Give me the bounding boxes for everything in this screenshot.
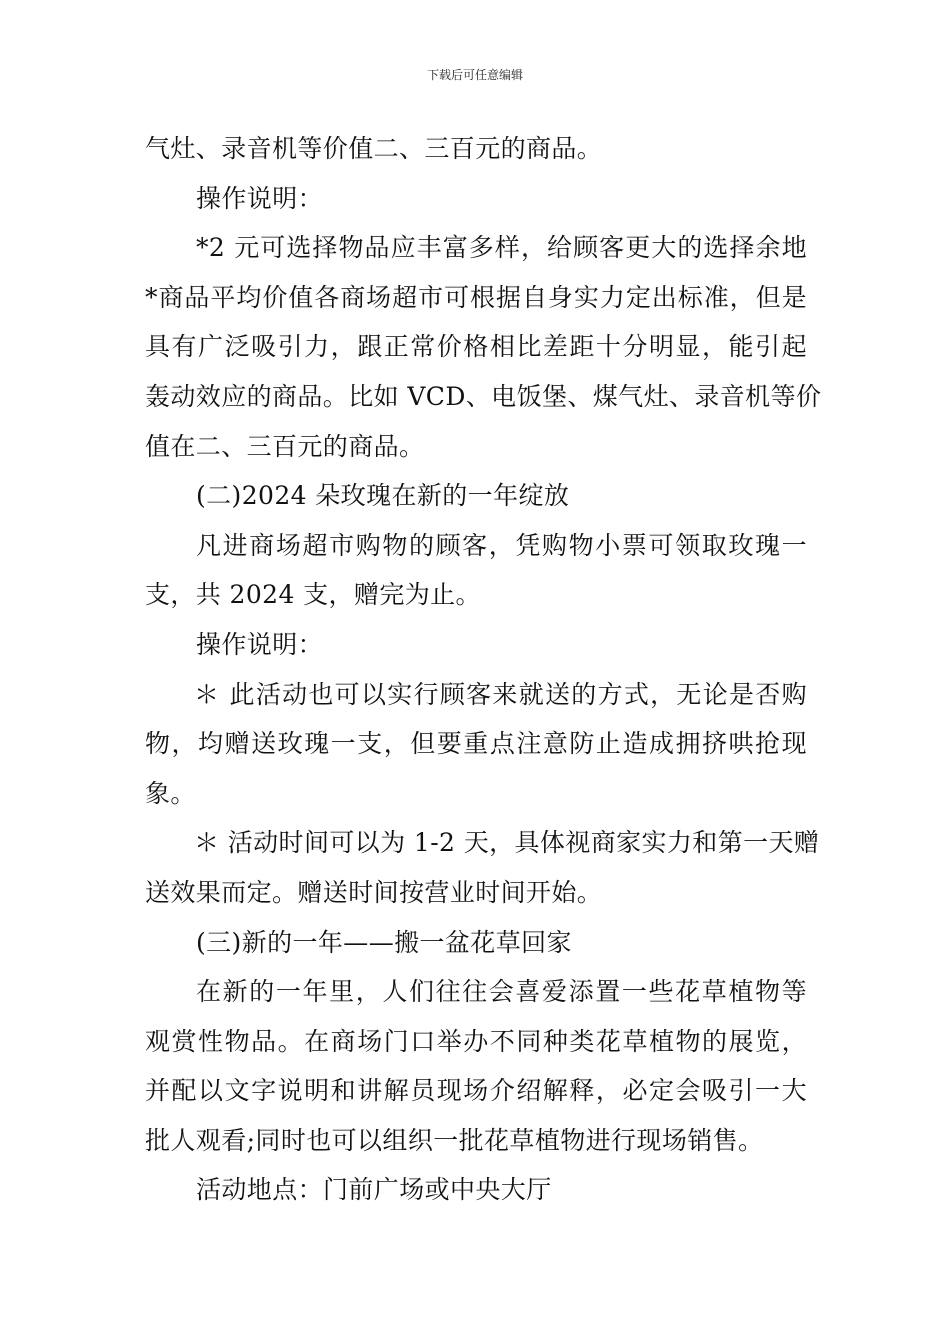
text-line: 凡进商场超市购物的顾客，凭购物小票可领取玫瑰一 (196, 530, 807, 560)
text-line: *2 元可选择物品应丰富多样，给顾客更大的选择余地 (196, 233, 807, 263)
section-heading: (三)新的一年——搬一盆花草回家 (196, 927, 572, 957)
text-line: 轰动效应的商品。比如 VCD、电饭堡、煤气灶、录音机等价 (145, 381, 822, 411)
section-heading: (二)2024 朵玫瑰在新的一年绽放 (196, 481, 570, 511)
text-line: ＊ 此活动也可以实行顾客来就送的方式，无论是否购 (194, 679, 807, 709)
text-line: *商品平均价值各商场超市可根据自身实力定出标准，但是 (145, 282, 807, 312)
text-line: 象。 (145, 778, 196, 808)
text-line: 物，均赠送玫瑰一支，但要重点注意防止造成拥挤哄抢现 (145, 729, 807, 759)
text-line: 气灶、录音机等价值二、三百元的商品。 (145, 134, 603, 163)
text-line: 值在二、三百元的商品。 (145, 431, 425, 461)
text-line: 并配以文字说明和讲解员现场介绍解释，必定会吸引一大 (145, 1076, 807, 1106)
text-line: 观赏性物品。在商场门口举办不同种类花草植物的展览， (145, 1026, 807, 1056)
text-line: 具有广泛吸引力，跟正常价格相比差距十分明显，能引起 (145, 332, 807, 362)
text-line: 操作说明： (196, 183, 324, 213)
text-line: 操作说明： (196, 629, 324, 659)
text-line: 批人观看;同时也可以组织一批花草植物进行现场销售。 (145, 1125, 764, 1155)
text-line: 活动地点：门前广场或中央大厅 (196, 1175, 552, 1205)
page-header: 下载后可任意编辑 (426, 68, 523, 82)
text-line: 在新的一年里，人们往往会喜爱添置一些花草植物等 (196, 977, 807, 1007)
text-line: 支，共 2024 支，赠完为止。 (145, 580, 481, 610)
text-line: 送效果而定。赠送时间按营业时间开始。 (145, 877, 603, 907)
text-line: ＊ 活动时间可以为 1-2 天，具体视商家实力和第一天赠 (194, 828, 820, 858)
document-body (145, 124, 822, 1215)
